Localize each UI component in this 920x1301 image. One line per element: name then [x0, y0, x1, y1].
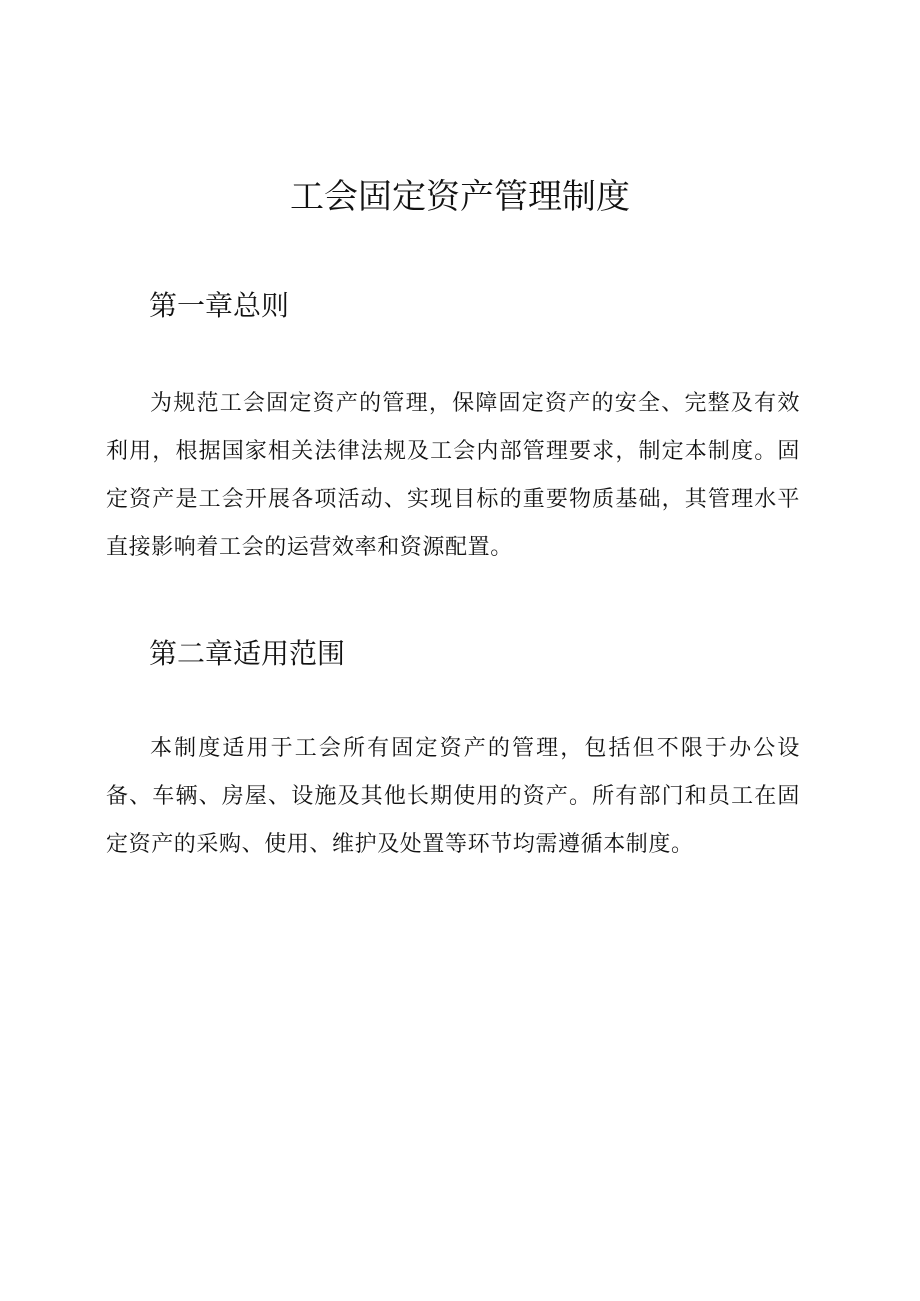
- chapter-heading-scope: 第二章适用范围: [149, 637, 346, 670]
- chapter-paragraph-scope: 本制度适用于工会所有固定资产的管理，包括但不限于办公设备、车辆、房屋、设施及其他长期使用的资产。所有部门和员工在固定资产的采购、使用、维护及处置等环节均需遵循本制度。: [106, 736, 800, 857]
- document-title: 工会固定资产管理制度: [290, 177, 630, 217]
- chapter-heading-general: 第一章总则: [149, 289, 290, 322]
- chapter-paragraph-general: 为规范工会固定资产的管理，保障固定资产的安全、完整及有效利用，根据国家相关法律法规及工会内部管理要求，制定本制度。固定资产是工会开展各项活动、实现目标的重要物质基础，其管理水平直接影响着工会的运营效率和资源配置。: [106, 391, 800, 560]
